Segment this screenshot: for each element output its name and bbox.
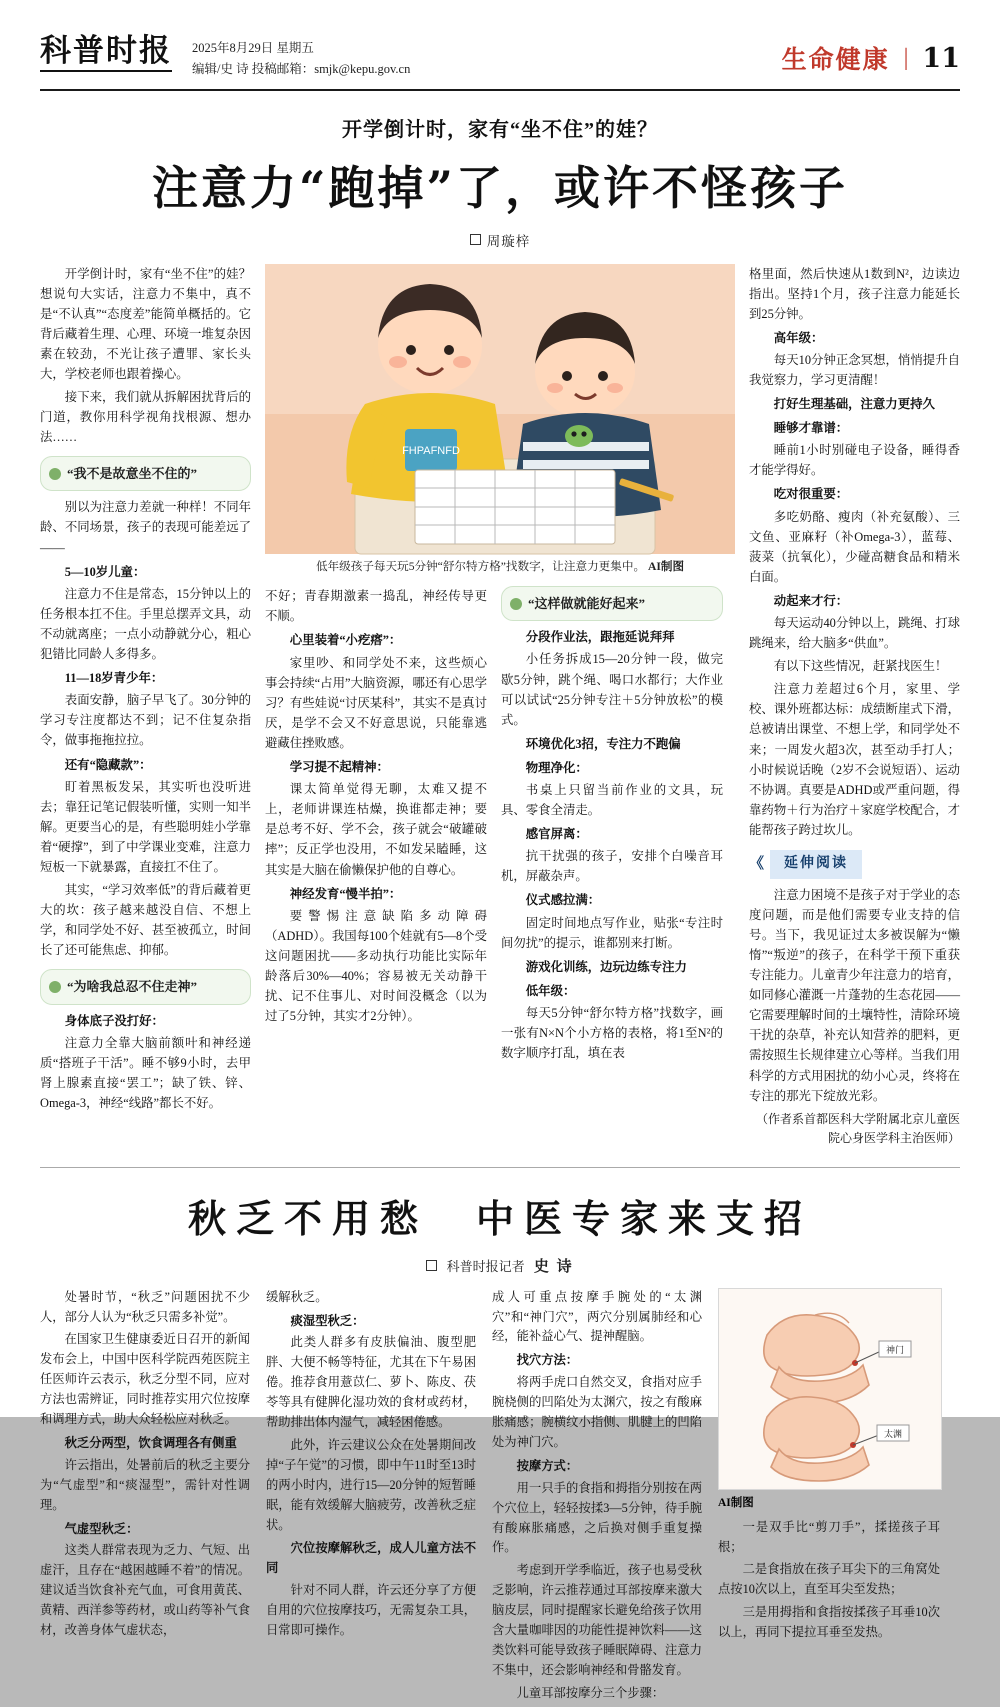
article1-column-4 (749, 264, 960, 1149)
paragraph: 小任务拆成15—20分钟一段，做完歇5分钟，跳个绳、喝口水都行；大作业可以试试“25分钟专注＋5分钟放松”的模式。 (501, 652, 723, 727)
angle-bracket-icon: 《 (749, 856, 765, 873)
paragraph: 睡前1小时别碰电子设备，睡得香才能学得好。 (749, 443, 960, 478)
extended-reading-label: 延伸阅读 (770, 850, 862, 879)
article2-column-1 (40, 1288, 250, 1707)
paragraph: 表面安静，脑子早飞了。30分钟的学习专注度都达不到；记不住复杂指令，做事拖拖拉拉。 (40, 693, 251, 748)
subheading: 吃对很重要： (773, 487, 849, 502)
article1-figure (265, 264, 735, 577)
paragraph: 针对不同人群，许云还分享了方便自用的穴位按摩技巧，无需复杂工具，日常即可操作。 (266, 1583, 476, 1638)
paragraph: 三是用拇指和食指按揉孩子耳垂10次以上，再同下提拉耳垂至发热。 (718, 1605, 940, 1640)
subheading: 分段作业法，跟拖延说拜拜 (525, 630, 675, 645)
subheading: 神经发育“慢半拍”： (289, 886, 402, 901)
masthead (40, 34, 960, 91)
subheading: 穴位按摩解秋乏，成人儿童方法不同 (266, 1541, 476, 1576)
paragraph: 接下来，我们就从拆解困扰背后的门道，教你用科学视角找根源、想办法…… (40, 390, 251, 445)
subsection-tag: “为啥我总忍不住走神” (40, 969, 251, 1004)
svg-text:FHPAFNFD: FHPAFNFD (402, 444, 460, 457)
figure-credit: AI制图 (647, 559, 685, 573)
paragraph: 将两手虎口自然交叉，食指对应手腕桡侧的凹陷处为太渊穴，按之有酸麻胀痛感；腕横纹小指侧、肌腱上的凹陷处为神门穴。 (492, 1375, 702, 1449)
paragraph: 课太简单觉得无聊，太难又提不上，老师讲课连枯燥，换谁都走神；要是总考不好、学不会，孩子就会“破罐破摔”；反正学也没用，不如发呆瞌睡，这其实是大脑在偷懒保护他的自尊心。 (265, 782, 487, 877)
section-divider: | (903, 44, 909, 71)
subheading: 高年级： (773, 330, 824, 345)
paragraph: 每天运动40分钟以上，跳绳、打球跳绳来，给大脑多“供血”。 (749, 616, 960, 651)
paragraph: 儿童耳部按摩分三个步骤： (516, 1685, 665, 1700)
subheading: 还有“隐藏款”： (64, 757, 152, 772)
subheading: 动起来才行： (773, 593, 849, 608)
subheading: 物理净化： (525, 760, 588, 775)
paragraph: 每天10分钟正念冥想，悄悄提升自我觉察力，学习更清醒！ (749, 352, 960, 387)
article1-body (40, 264, 960, 1149)
masthead-section (782, 34, 960, 76)
acupoint-illustration-svg (719, 1289, 939, 1487)
paragraph: 注意力不住是常态，15分钟以上的任务根本扛不住。手里总摆弄文具，动不动就离座；一点小动静就分心，粗心犯错比同龄人多得多。 (40, 586, 251, 662)
paragraph: 这类人群常表现为乏力、气短、出虚汗，且存在“越困越睡不着”的情况。建议适当饮食补充气血，可食用黄芪、黄精、西洋参等药材，或山药等补气食材，改善身体气虚状态， (40, 1543, 250, 1638)
article2-figure-block (718, 1288, 940, 1707)
paragraph: 其实，“学习效率低”的背后藏着更大的坎：孩子越来越没自信、不想上学，和同学处不好、甚至被孤立，时间长了还可能焦虑、抑郁。 (40, 883, 251, 958)
svg-text:太渊: 太渊 (883, 1428, 903, 1439)
subheading: 秋乏分两型，饮食调理各有侧重 (64, 1435, 237, 1450)
byline-marker-icon (470, 234, 481, 245)
paragraph: 注意力困境不是孩子对于学业的态度问题，而是他们需要专业支持的信号。当下，我见证过太多被误解为“懒惰”“叛逆”的孩子，在科学干预下重获专注能力。儿童青少年注意力的培育，如同修心灌溉一片蓬勃的生态花园——它需要理解时间的土壤特性，清除环境干扰的杂草，补充认知营养的肥料，更需按照生长规律建立心等样。当我们用科学的方式用困扰的幼小心灵，终将在专注的那光下绽放光彩。 (749, 887, 960, 1103)
article2-column-4 (718, 1518, 940, 1643)
paragraph: 一是双手比“剪刀手”，揉搓孩子耳根； (718, 1519, 940, 1554)
article2-column-3 (492, 1288, 702, 1707)
subheading: 气虚型秋乏： (64, 1521, 139, 1536)
article1-headline: 注意力“跑掉”了，或许不怪孩子 (152, 160, 848, 215)
article1-shoulder: 开学倒计时，家有“坐不住”的娃？ (342, 118, 658, 141)
illustration-acupoints (718, 1288, 942, 1490)
paragraph: 此类人群多有皮肤偏油、腹型肥胖、大便不畅等特征，尤其在下午易困倦。推荐食用薏苡仁、萝卜、陈皮、茯苓等具有健脾化湿功效的食材或药材，帮助排出体内湿气，减轻困倦感。 (266, 1335, 476, 1430)
paragraph: 此外，许云建议公众在处暑期间改掉“子午觉”的习惯，即中午11时至13时的两小时内，进行15—20分钟的短暂睡眠，能有效缓解大脑疲劳，改善秋乏症状。 (266, 1437, 476, 1532)
figure-caption: 低年级孩子每天玩5分钟“舒尔特方格”找数字，让注意力更集中。 AI制图 (315, 559, 685, 573)
subheading: 5—10岁儿童： (64, 564, 146, 579)
paragraph: 有以下这些情况，赶紧找医生！ (773, 659, 948, 674)
paragraph: 多吃奶酪、瘦肉（补充氨酸）、三文鱼、亚麻籽（补Omega-3），蓝莓、菠菜（抗氧化），少碰高糖食品和精米白面。 (749, 509, 960, 584)
article1-column-3 (501, 586, 723, 1066)
page-number: 11 (922, 42, 960, 74)
article1-center-block (265, 264, 735, 1149)
svg-text:神门: 神门 (885, 1344, 905, 1355)
paragraph: 要警惕注意缺陷多动障碍（ADHD）。我国每100个娃就有5—8个受这问题困扰——多动执行功能比实际年龄落后30%—40%；容易被无关动静干扰、记不住事儿、对时间没概念（以为过了5分钟，其实才2分钟）。 (265, 908, 487, 1024)
newspaper-logo: 科普时报 (40, 34, 172, 72)
byline-marker-icon (426, 1260, 437, 1271)
subsection-tag: “我不是故意坐不住的” (40, 456, 251, 491)
subheading: 游戏化训练，边玩边练专注力 (525, 959, 687, 974)
paragraph: 盯着黑板发呆，其实听也没听进去；靠狂记笔记假装听懂，实则一知半解。更要当心的是，有些聪明娃小学靠着“硬撑”，到了中学课业变难，注意力短板一下就暴露，直接扛不住了。 (40, 779, 251, 874)
editor-line: 编辑/史 诗 投稿邮箱：smjk@kepu.gov.cn (192, 62, 411, 77)
subheading: 感官屏离： (525, 827, 588, 842)
article2-column-2 (266, 1288, 476, 1707)
subheading: 学习提不起精神： (289, 760, 389, 775)
subheading: 打好生理基础，注意力更持久 (773, 397, 935, 412)
illustration-svg (265, 264, 735, 554)
extended-reading-header (749, 850, 960, 879)
paragraph: 处暑时节，“秋乏”问题困扰不少人，部分人认为“秋乏只需多补觉”。 (40, 1289, 250, 1324)
issue-date: 2025年8月29日 星期五 (192, 41, 314, 55)
subheading: 找穴方法： (516, 1353, 579, 1368)
subheading: 心里装着“小疙瘩”： (289, 633, 402, 648)
paragraph: 别以为注意力差就一种样！不同年龄、不同场景，孩子的表现可能差远了—— (40, 500, 251, 555)
paragraph: 注意力差超过6个月，家里、学校、课外班都达标：成绩断崖式下滑，总被请出课堂、不想上学，和同学处不来；一周发火超3次，甚至动手打人；小时候说话晚（2岁不会说短语）、运动不协调。真要是ADHD或严重问题，得靠药物＋行为治疗＋家庭学校配合，才能帮孩子跨过坎儿。 (749, 682, 960, 837)
paragraph: 用一只手的食指和拇指分别按在两个穴位上，轻轻按揉3—5分钟，待手腕有酸麻胀痛感，之后换对侧手重复操作。 (492, 1480, 702, 1555)
paragraph: 开学倒计时，家有“坐不住”的娃？想说句大实话，注意力不集中，真不是“不认真”“态度差”能简单概括的。它背后藏着生理、心理、环境一堆复杂因素在较劲，不光让孩子遭罪、家长头大，学校老师也跟着操心。 (40, 266, 251, 381)
article1-byline: 周璇梓 (40, 230, 960, 250)
article2-body (40, 1288, 960, 1707)
subheading: 按摩方式： (516, 1458, 579, 1473)
author-signature: （作者系首都医科大学附属北京儿童医院心身医学科主治医师） (755, 1111, 960, 1146)
paragraph: 考虑到开学季临近，孩子也易受秋乏影响，许云推荐通过耳部按摩来激大脑皮层，同时提醒家长避免给孩子饮用含大量咖啡因的功能性提神饮料——这类饮料可能导致孩子睡眠障碍、注意力不集中，还会影响神经和骨骼发育。 (492, 1563, 702, 1677)
article1-column-2 (265, 586, 487, 1066)
article2-headline: 秋乏不用愁 中医专家来支招 (187, 1195, 812, 1241)
paragraph: 在国家卫生健康委近日召开的新闻发布会上，中国中医科学院西苑医院主任医师许云表示，秋乏分型不同，应对方法也需辨证，同时推荐实用穴位按摩和调理方式，助大众轻松应对秋乏。 (40, 1332, 250, 1427)
paragraph: 书桌上只留当前作业的文具，玩具、零食全清走。 (501, 782, 723, 818)
paragraph: 二是食指放在孩子耳尖下的三角窝处点按10次以上，直至耳尖至发热； (718, 1562, 940, 1597)
article-divider (40, 1167, 960, 1168)
paragraph: 家里吵、和同学处不来，这些烦心事会持续“占用”大脑资源，哪还有心思学习？有些娃说“讨厌某科”，其实不是真讨厌，是学不会又不好意思说，只能靠逃避藏住挫败感。 (265, 655, 487, 750)
subheading: 低年级： (525, 983, 576, 998)
subsection-tag: “这样做就能好起来” (501, 586, 723, 621)
subheading: 11—18岁青少年： (64, 671, 164, 686)
illustration-children-puzzle (265, 264, 735, 554)
paragraph: 许云指出，处暑前后的秋乏主要分为“气虚型”和“痰湿型”，需针对性调理。 (40, 1457, 250, 1512)
paragraph: 固定时间地点写作业，贴张“专注时间勿扰”的提示，谁都别来打断。 (501, 915, 723, 950)
byline-name: 史 诗 (533, 1258, 574, 1275)
byline-prefix: 科普时报记者 (446, 1258, 525, 1274)
paragraph: 缓解秋乏。 (266, 1289, 328, 1304)
paragraph: 格里面，然后快速从1数到N²，边读边指出。坚持1个月，孩子注意力能延长到25分钟。 (749, 266, 960, 321)
paragraph: 每天5分钟“舒尔特方格”找数字，画一张有N×N个小方格的表格，将1至N²的数字顺序打乱，填在表 (501, 1005, 723, 1061)
subheading: 环境优化3招，专注力不跑偏 (525, 736, 681, 751)
subheading: 痰湿型秋乏： (290, 1313, 365, 1328)
subheading: 睡够才靠谱： (773, 421, 849, 436)
article1-column-1 (40, 264, 251, 1149)
paragraph: 成人可重点按摩手腕处的“太渊穴”和“神门穴”，两穴分别属肺经和心经，能补益心气、提神醒脑。 (492, 1289, 702, 1344)
paragraph: 抗干扰强的孩子，安排个白噪音耳机，屏蔽杂声。 (501, 849, 723, 884)
masthead-meta (192, 34, 410, 81)
subheading: 身体底子没打好： (64, 1013, 164, 1028)
section-title: 生命健康 (781, 45, 890, 74)
article2-byline (40, 1255, 960, 1276)
paragraph: 不好；青春期激素一捣乱，神经传导更不顺。 (265, 589, 487, 624)
subheading: 仪式感拉满： (525, 893, 601, 908)
paragraph: 注意力全靠大脑前额叶和神经递质“搭班子干活”。睡不够9小时，去甲肾上腺素直接“罢工”；缺了铁、锌、Omega-3，神经“线路”都长不好。 (40, 1035, 251, 1110)
figure2-credit: AI制图 (718, 1496, 754, 1509)
